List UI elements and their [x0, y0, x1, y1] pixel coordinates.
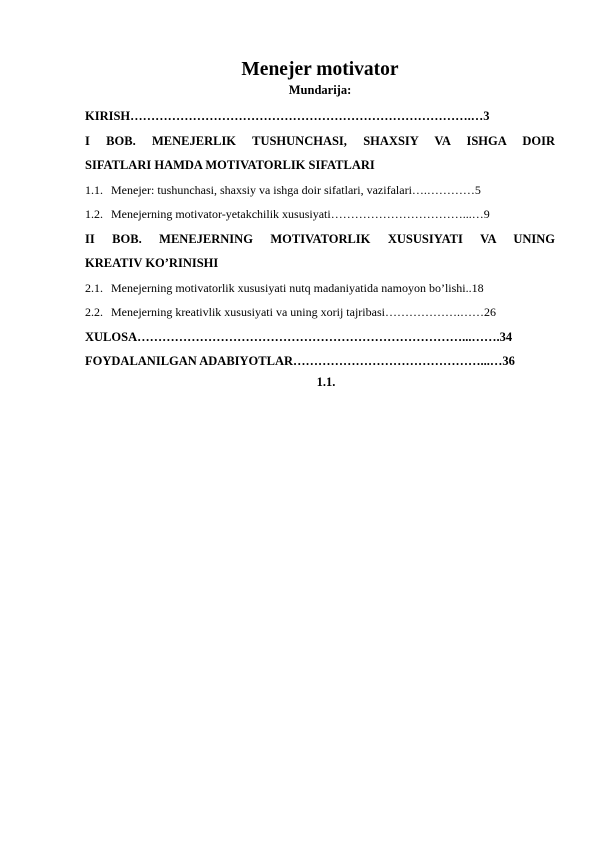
section-number: 1.1. [316, 374, 336, 389]
toc-entry-number: 2.2. [85, 305, 103, 319]
toc-entry-2-2[interactable] [85, 300, 555, 325]
document-title: Menejer motivator [241, 59, 399, 80]
toc-entry-text: Menejer: tushunchasi, shaxsiy va ishga doir sifatlari, vazifalari….…………5 [111, 182, 481, 197]
toc-entry-1-2[interactable] [85, 202, 555, 227]
toc-entry-text: FOYDALANILGAN ADABIYOTLAR………………………………………...…36 [85, 354, 515, 368]
toc-entry-text: KREATIV KO’RINISHI [85, 256, 219, 270]
toc-entry-kirish[interactable] [85, 104, 555, 129]
toc-entry-2-1[interactable] [85, 276, 555, 301]
toc-entry-chapter-1[interactable] [85, 129, 555, 154]
toc-entry-chapter-2[interactable] [85, 227, 555, 252]
toc-entry-number: 1.2. [85, 207, 103, 221]
document-page [85, 58, 555, 390]
toc-entry-number: 2.1. [85, 280, 103, 295]
toc-entry-text: II BOB. MENEJERNING MOTIVATORLIK XUSUSIYATI VA UNING [85, 231, 555, 246]
toc-entry-chapter-2-cont[interactable] [85, 251, 555, 276]
toc-entry-text: SIFATLARI HAMDA MOTIVATORLIK SIFATLARI [85, 158, 375, 172]
toc-entry-number: 1.1. [85, 182, 103, 197]
toc-heading: Mundarija: [288, 83, 352, 97]
toc-entry-1-1[interactable] [85, 178, 555, 203]
toc-entry-text: Menejerning motivatorlik xususiyati nutq madaniyatida namoyon bo’lishi..18 [111, 280, 484, 295]
toc-entry-text: KIRISH……………………………………………………………………….…3 [85, 109, 490, 123]
toc-entry-xulosa[interactable] [85, 325, 555, 350]
toc-entry-text: I BOB. MENEJERLIK TUSHUNCHASI, SHAXSIY VA ISHGA DOIR [85, 133, 555, 148]
toc-entry-text: Menejerning kreativlik xususiyati va uning xorij tajribasi……………….……26 [111, 305, 496, 319]
toc-entry-text: Menejerning motivator-yetakchilik xususiyati……………………………...…9 [111, 207, 490, 221]
table-of-contents [85, 104, 555, 374]
toc-entry-foydalanilgan-adabiyotlar[interactable] [85, 349, 555, 374]
toc-entry-chapter-1-cont[interactable] [85, 153, 555, 178]
toc-entry-text: XULOSA……………………………………………………………………...…….34 [85, 329, 513, 344]
